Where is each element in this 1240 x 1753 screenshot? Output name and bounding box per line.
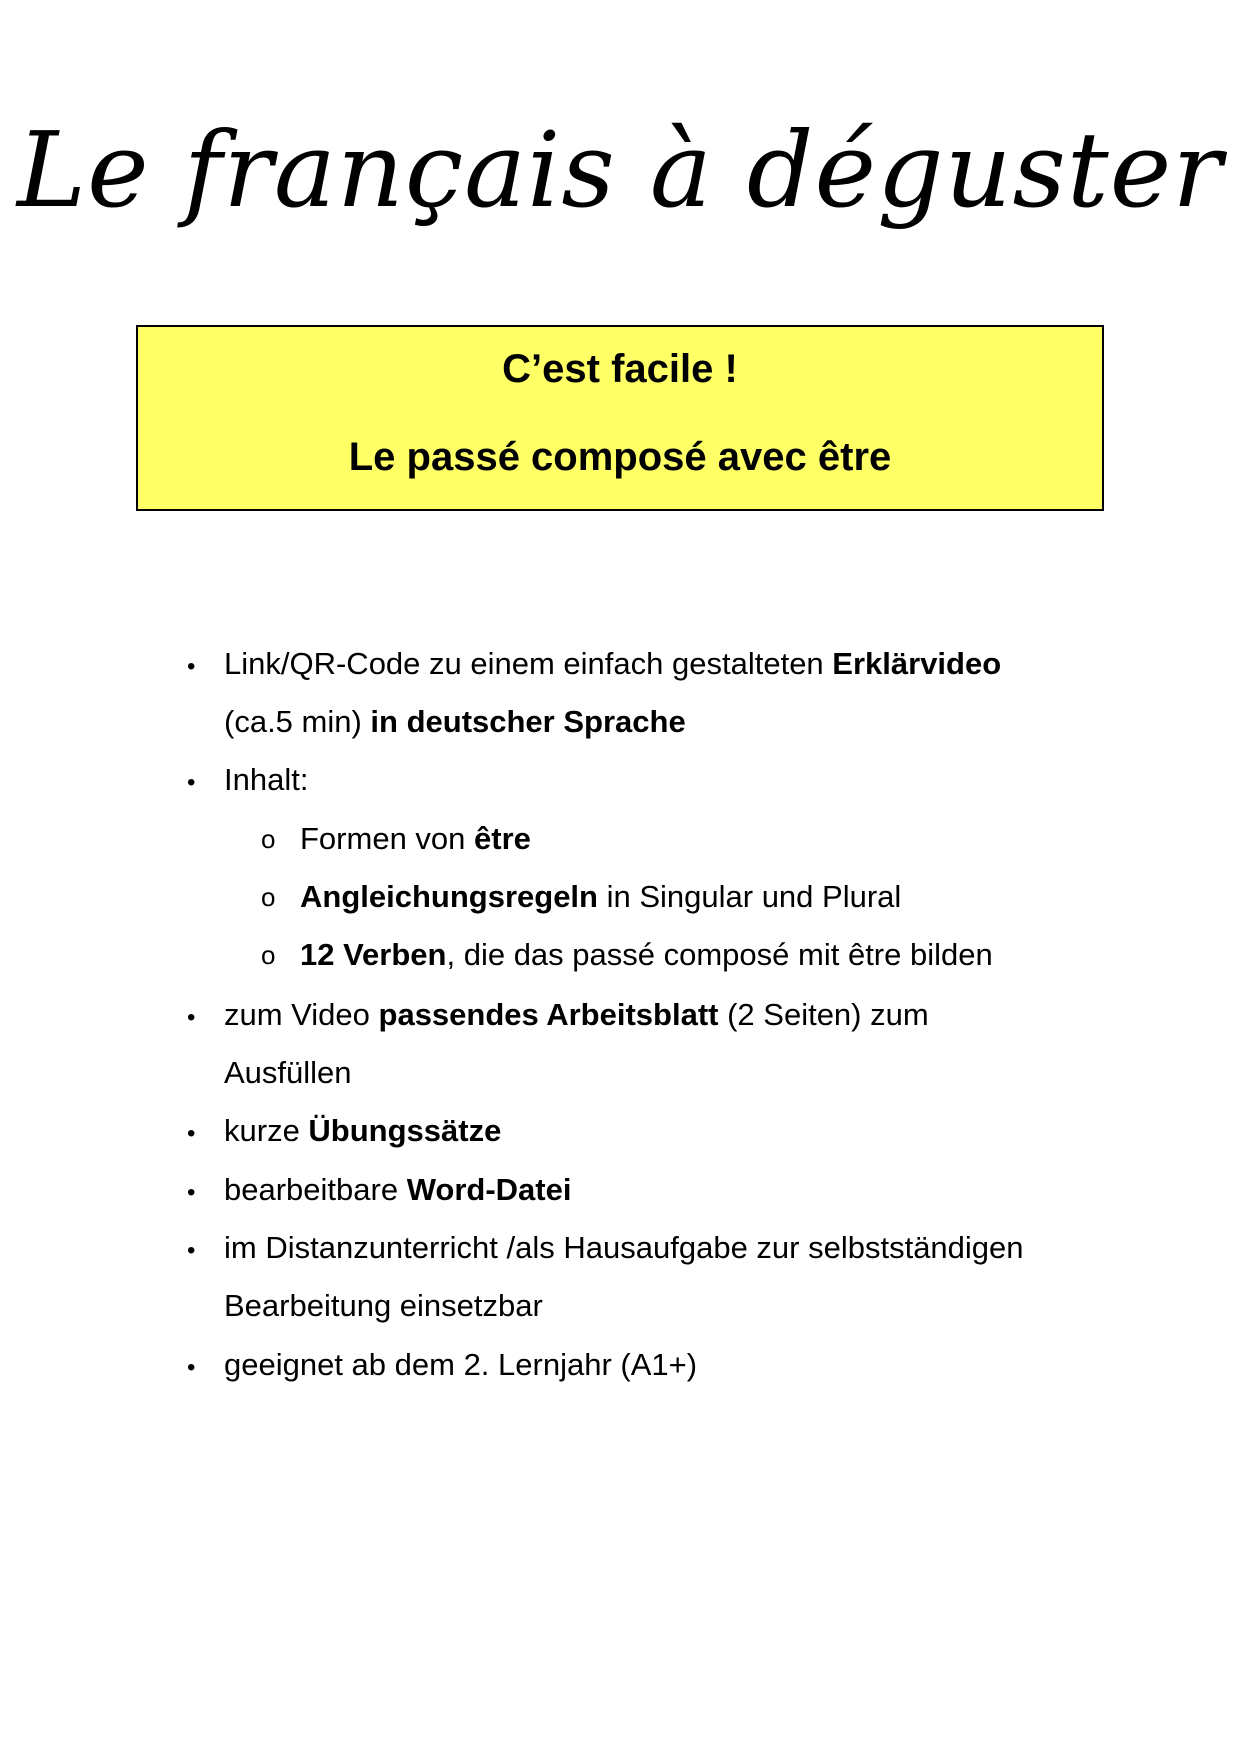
title-box xyxy=(136,325,1104,511)
sub-bullet-icon: o xyxy=(261,882,276,912)
list-item-word-datei xyxy=(224,1174,571,1205)
text: zum Video xyxy=(224,997,379,1032)
text: Ausfüllen xyxy=(224,1055,352,1090)
bold-text: Übungssätze xyxy=(308,1113,502,1148)
bold-text: Angleichungsregeln xyxy=(300,879,598,914)
text: Inhalt: xyxy=(224,762,309,797)
text: Bearbeitung einsetzbar xyxy=(224,1288,543,1323)
text: geeignet ab dem 2. Lernjahr (A1+) xyxy=(224,1347,698,1382)
bullet-icon: • xyxy=(187,1179,196,1206)
list-item-arbeitsblatt-line-2 xyxy=(224,1057,352,1088)
bold-text: passendes Arbeitsblatt xyxy=(378,997,719,1032)
bold-text: 12 Verben xyxy=(300,937,447,972)
sub-bullet-icon: o xyxy=(261,824,276,854)
list-item-distanzunterricht-line-2 xyxy=(224,1290,543,1321)
text: (ca.5 min) xyxy=(224,704,371,739)
list-item-distanzunterricht-line-1 xyxy=(224,1232,1024,1263)
bullet-icon: • xyxy=(187,1120,196,1147)
bullet-icon: • xyxy=(187,1004,196,1031)
bullet-icon: • xyxy=(187,1354,196,1381)
brand-title: Le français à déguster xyxy=(17,109,1223,231)
sub-item-verben xyxy=(300,939,993,970)
sub-bullet-icon: o xyxy=(261,940,276,970)
list-item-video-line-1 xyxy=(224,648,1001,679)
list-item-inhalt xyxy=(224,764,308,795)
bold-text: Erklärvideo xyxy=(832,646,1002,681)
bullet-icon: • xyxy=(187,1237,196,1264)
sub-item-angleichungsregeln xyxy=(300,881,901,912)
text: im Distanzunterricht /als Hausaufgabe zur selbstständigen xyxy=(224,1230,1024,1265)
title-line-1: C’est facile ! xyxy=(502,347,738,391)
bold-text: Word-Datei xyxy=(406,1172,572,1207)
text: Link/QR-Code zu einem einfach gestalteten xyxy=(224,646,833,681)
text: in Singular und Plural xyxy=(597,879,902,914)
sub-item-formen xyxy=(300,823,531,854)
bold-text: in deutscher Sprache xyxy=(370,704,686,739)
list-item-uebungssaetze xyxy=(224,1115,501,1146)
bold-text: être xyxy=(474,821,531,856)
text: bearbeitbare xyxy=(224,1172,407,1207)
text: (2 Seiten) zum xyxy=(718,997,929,1032)
list-item-lernjahr xyxy=(224,1349,697,1380)
bullet-icon: • xyxy=(187,653,196,680)
title-line-2: Le passé composé avec être xyxy=(348,435,892,479)
bullet-icon: • xyxy=(187,769,196,796)
list-item-arbeitsblatt-line-1 xyxy=(224,999,929,1030)
text: Formen von xyxy=(300,821,475,856)
text: kurze xyxy=(224,1113,309,1148)
list-item-video-line-2 xyxy=(224,706,686,737)
text: , die das passé composé mit être bilden xyxy=(446,937,993,972)
